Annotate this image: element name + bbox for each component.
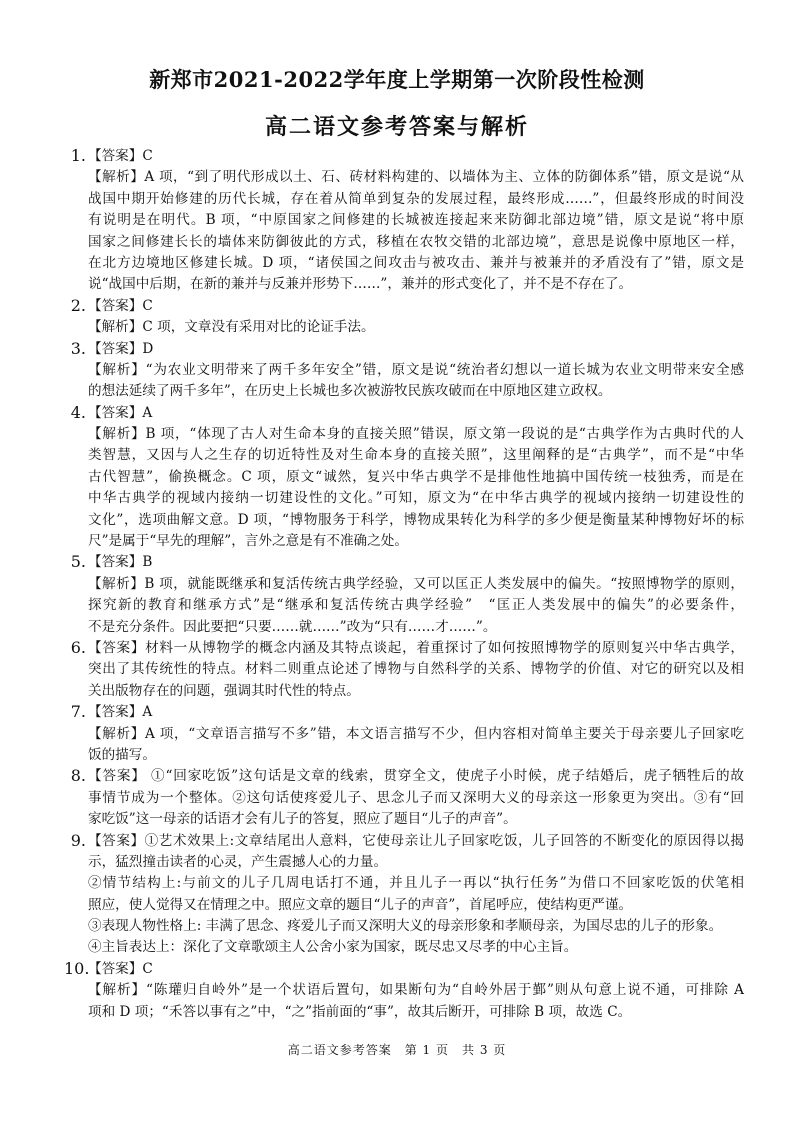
answer-list <box>64 146 744 1023</box>
explanation-line: 【解析】C 项，文章没有采用对比的论证手法。 <box>88 319 375 336</box>
question-item <box>64 831 744 959</box>
explanation-line: 【解析】“为农业文明带来了两千多年安全”错，原文是说“统治者幻想以一道长城为农业文明带来安全感 <box>88 361 744 378</box>
question-item <box>64 552 744 638</box>
answer-line: 【答案】A <box>88 404 153 421</box>
question-number: 5. <box>70 552 86 572</box>
explanation-line: 探究新的教育和继承方式”是“继承和复活传统古典学经验” “匡正人类发展中的偏失”的必要条件， <box>88 597 744 614</box>
explanation-line: 家吃饭”这一母亲的话语才会有儿子的答复，照应了题目“儿子的声音”。 <box>88 811 517 828</box>
explanation-line: 类智慧，又因与人之生存的切近特性及对生命本身的直接关照”，这里阐释的是“古典学”，而不是“中华 <box>88 447 744 464</box>
question-number: 7. <box>70 702 86 722</box>
explanation-line: 说“战国中后期，在新的兼并与反兼并形势下……”，兼并的形式变化了，并不是不存在了。 <box>88 276 633 293</box>
explanation-line: 中华古典学的视域内接纳一切建设性的文化。”可知，原文为“在中华古典学的视域内接纳一切建设性的 <box>88 490 744 507</box>
question-item <box>64 702 744 766</box>
explanation-line: 有说明是在明代。B 项，“中原国家之间修建的长城被连接起来来防御北部边境”错，原文是说“将中原 <box>88 212 744 229</box>
explanation-line: 【解析】B 项，“体现了古人对生命本身的直接关照”错误，原文第一段说的是“古典学作为古典时代的人 <box>88 426 744 443</box>
explanation-line: 饭的描写。 <box>88 746 156 763</box>
question-item <box>64 339 744 403</box>
explanation-line: 【解析】A 项，“到了明代形成以土、石、砖材料构建的、以墙体为主、立体的防御体系”错，原文是说“从 <box>88 169 744 186</box>
explanation-line: ②情节结构上:与前文的儿子几周电话打不通，并且儿子一再以“执行任务”为借口不回家吃饭的伏笔相 <box>88 875 744 892</box>
explanation-line: 国家之间修建长长的墙体来防御彼此的方式，移植在农牧交错的北部边境”，意思是说像中原地区一样， <box>88 233 744 250</box>
explanation-line: 项和 D 项；“禾答以事有之”中，“之”指前面的“事”，故其后断开，可排除 B 项，故选 C。 <box>88 1003 632 1020</box>
explanation-line: 尺”是属于“早先的理解”，言外之意是有不准确之处。 <box>88 533 408 550</box>
explanation-line: 照应，使人觉得又在情理之中。照应文章的题目“儿子的声音”，首尾呼应，使结构更严谨。 <box>88 896 633 913</box>
answer-line: 【答案】材料一从博物学的概念内涵及其特点谈起，着重探讨了如何按照博物学的原则复兴中华古典学， <box>88 639 744 656</box>
answer-line: 【答案】 ①“回家吃饭”这句话是文章的线索，贯穿全文，使虎子小时候，虎子结婚后，虎子牺牲后的故 <box>88 768 744 785</box>
explanation-line: 【解析】“陈瓘归自岭外”是一个状语后置句，如果断句为“自岭外居于鄞”则从句意上说不通，可排除 A <box>88 982 744 999</box>
document-title: 新郑市2021-2022学年度上学期第一次阶段性检测 <box>149 67 645 92</box>
question-item <box>64 403 744 553</box>
question-number: 6. <box>70 637 86 657</box>
question-number: 2. <box>70 295 86 315</box>
question-number: 3. <box>70 338 86 358</box>
explanation-line: 不是充分条件。因此要把“只要……就……”改为“只有……才……”。 <box>88 618 497 635</box>
explanation-line: 战国中期开始修建的历代长城，存在着从简单到复杂的发展过程，最终形成……”，但最终形成的时间没 <box>88 190 744 207</box>
question-number: 8. <box>70 766 86 786</box>
explanation-line: 示，猛烈撞击读者的心灵，产生震撼人心的力量。 <box>88 853 388 870</box>
answer-line: 【答案】A <box>88 704 153 721</box>
question-number: 10. <box>64 958 90 978</box>
question-item <box>64 638 744 702</box>
explanation-line: 在北方边境地区修建长城。D 项，“诸侯国之间攻击与被攻击、兼并与被兼并的矛盾没有了”错，原文是 <box>88 254 744 271</box>
answer-line: 【答案】C <box>88 148 153 164</box>
explanation-line: 古代智慧”，偷换概念。C 项，原文“诚然，复兴中华古典学不是排他性地搞中国传统一枝独秀，而是在 <box>88 468 744 485</box>
explanation-line: 事情节成为一个整体。②这句话使疼爱儿子、思念儿子而又深明大义的母亲这一形象更为突出。③有“回 <box>88 789 744 806</box>
question-item <box>64 296 744 339</box>
explanation-line: 突出了其传统性的特点。材料二则重点论述了博物与自然科学的关系、博物学的价值、对它的研究以及相 <box>88 661 744 678</box>
answer-line: 【答案】C <box>88 297 153 314</box>
answer-line: 【答案】①艺术效果上:文章结尾出人意料，它使母亲让儿子回家吃饭，儿子回答的不断变化的原因得以揭 <box>88 832 744 849</box>
question-item <box>64 959 744 1023</box>
explanation-line: 文化”，选项曲解文意。D 项，“博物服务于科学，博物成果转化为科学的多少便是衡量某种博物好坏的标 <box>88 511 744 528</box>
page-footer: 高二语文参考答案 第 1 页 共 3 页 <box>287 1043 507 1057</box>
explanation-line: 【解析】A 项，“文章语言描写不多”错，本文语言描写不少，但内容相对简单主要关于母亲要儿子回家吃 <box>88 725 744 742</box>
question-item <box>64 766 744 830</box>
document-subtitle: 高二语文参考答案与解析 <box>264 114 529 140</box>
question-item <box>64 146 744 296</box>
question-number: 1. <box>70 146 86 165</box>
explanation-line: 关出版物存在的问题，强调其时代性的特点。 <box>88 682 360 699</box>
question-number: 9. <box>70 830 86 850</box>
explanation-line: 的想法延续了两千多年”，在历史上长城也多次被游牧民族攻破而在中原地区建立政权。 <box>88 383 612 400</box>
answer-line: 【答案】B <box>88 554 153 571</box>
explanation-line: ③表现人物性格上: 丰满了思念、疼爱儿子而又深明大义的母亲形象和孝顺母亲，为国尽忠的儿子的形象。 <box>88 918 723 935</box>
explanation-line: 【解析】B 项，就能既继承和复活传统古典学经验，又可以匡正人类发展中的偏失。“按照博物学的原则， <box>88 575 744 592</box>
question-number: 4. <box>70 402 86 422</box>
answer-line: 【答案】C <box>88 960 153 977</box>
answer-line: 【答案】D <box>88 340 154 357</box>
explanation-line: ④主旨表达上：深化了文章歌颂主人公舍小家为国家，既尽忠又尽孝的中心主旨。 <box>88 939 578 956</box>
